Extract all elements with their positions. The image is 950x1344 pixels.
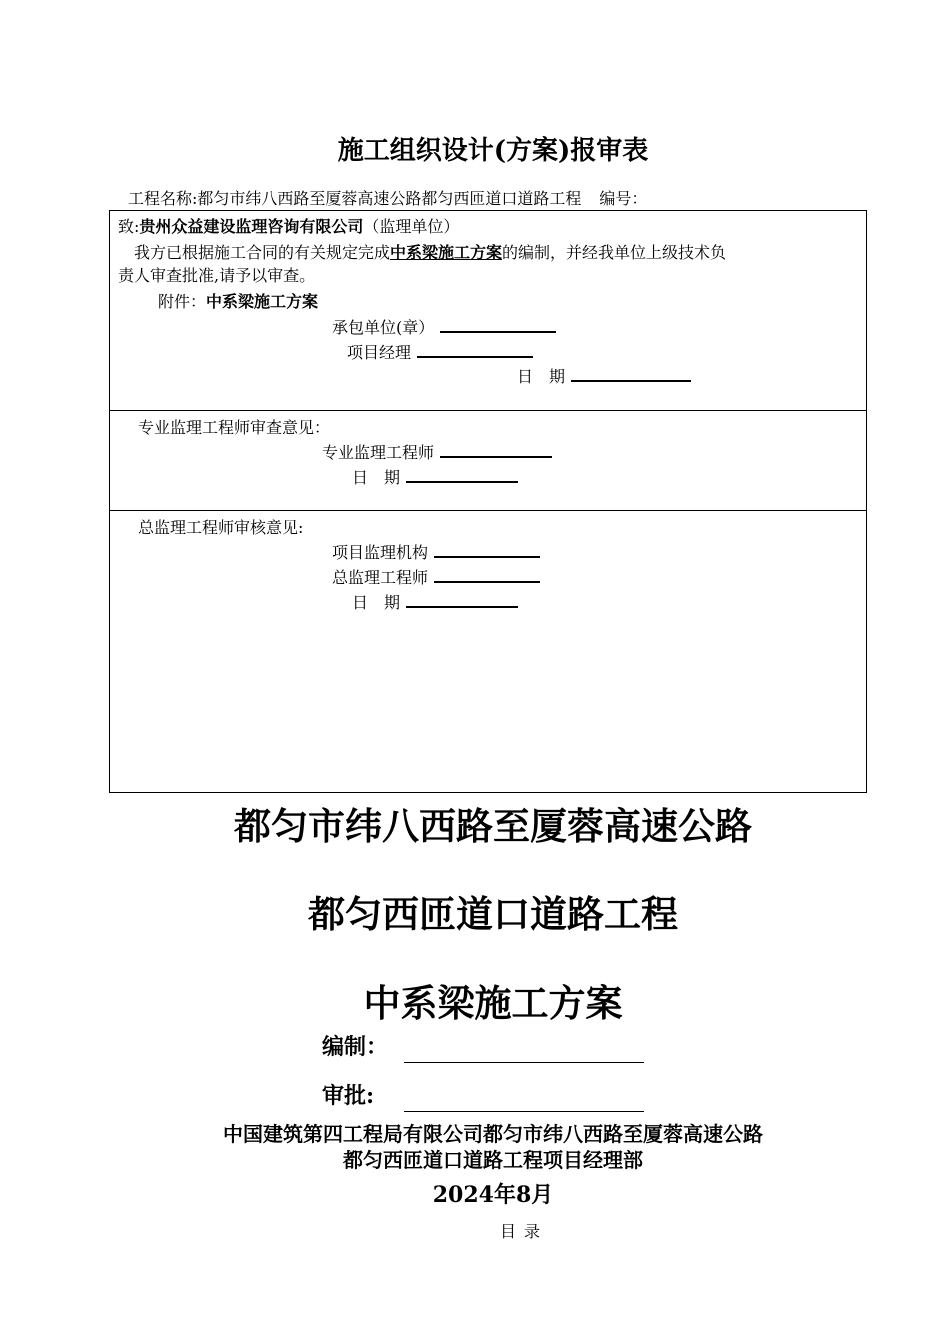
- statement-part1: 我方已根据施工合同的有关规定完成: [134, 243, 391, 262]
- pm-label: 项目经理: [347, 343, 412, 362]
- attachment-label: 附件：: [158, 292, 207, 311]
- submission-section: [109, 210, 867, 411]
- form-title: 施工组织设计(方案)报审表: [337, 136, 649, 166]
- chief-date-label: 日 期: [352, 593, 401, 612]
- contractor-row: [332, 315, 556, 338]
- prepared-signature-line: [404, 1062, 644, 1063]
- approved-label: 审批:: [322, 1083, 375, 1109]
- prepared-label: 编制：: [322, 1034, 389, 1060]
- chief-review-section: [109, 510, 867, 793]
- supervisor-company: 贵州众益建设监理咨询有限公司: [139, 217, 364, 236]
- chief-signature-line: [434, 567, 540, 583]
- toc-heading: 目录: [499, 1222, 548, 1241]
- cover-title-line-2: 都匀西匝道口道路工程: [308, 892, 678, 936]
- date-line: [571, 366, 691, 382]
- date-row: [517, 364, 691, 387]
- specialist-engineer-row: [322, 440, 552, 463]
- attachment-line: [158, 289, 318, 312]
- project-meta-line: [128, 186, 647, 209]
- attachment-name: 中系梁施工方案: [206, 292, 319, 311]
- statement-part2: 的编制，并经我单位上级技术负: [502, 243, 727, 262]
- cover-title-line-1: 都匀市纬八西路至厦蓉高速公路: [234, 804, 752, 848]
- pm-signature-line: [417, 342, 533, 358]
- chief-date-line: [406, 592, 518, 608]
- approved-signature-line: [404, 1111, 644, 1112]
- specialist-review-section: [109, 410, 867, 511]
- supervision-org-label: 项目监理机构: [332, 543, 429, 562]
- specialist-engineer-label: 专业监理工程师: [322, 443, 435, 462]
- specialist-date-label: 日 期: [352, 468, 401, 487]
- org-line-2: 都匀西匝道口道路工程项目经理部: [343, 1148, 643, 1172]
- pm-row: [347, 340, 533, 363]
- supervisor-suffix: （监理单位）: [363, 217, 460, 236]
- specialist-date-row: [352, 465, 518, 488]
- specialist-date-line: [406, 467, 518, 483]
- to-prefix: 致:: [118, 217, 140, 236]
- chief-engineer-label: 总监理工程师: [332, 568, 429, 587]
- specialist-opinion-label: 专业监理工程师审查意见：: [138, 418, 331, 437]
- org-line-1: 中国建筑第四工程局有限公司都匀市纬八西路至厦蓉高速公路: [223, 1122, 763, 1146]
- statement-line-2: 责人审查批准,请予以审查。: [118, 266, 316, 285]
- supervision-org-row: [332, 540, 540, 563]
- statement-line-1: [134, 240, 726, 263]
- chief-date-row: [352, 590, 518, 613]
- cover-date: 2024年8月: [432, 1182, 554, 1208]
- cover-title-line-3: 中系梁施工方案: [363, 981, 623, 1025]
- chief-engineer-row: [332, 565, 540, 588]
- addressee-line: [118, 214, 459, 237]
- number-label: 编号：: [599, 189, 648, 208]
- chief-opinion-label: 总监理工程师审核意见:: [138, 518, 304, 537]
- date-label: 日 期: [517, 367, 566, 386]
- project-name: 工程名称:都匀市纬八西路至厦蓉高速公路都匀西匝道口道路工程: [128, 189, 582, 208]
- contractor-label: 承包单位(章）: [332, 318, 435, 337]
- supervision-org-line: [434, 542, 540, 558]
- plan-name: 中系梁施工方案: [390, 243, 503, 262]
- specialist-signature-line: [440, 442, 552, 458]
- contractor-signature-line: [440, 317, 556, 333]
